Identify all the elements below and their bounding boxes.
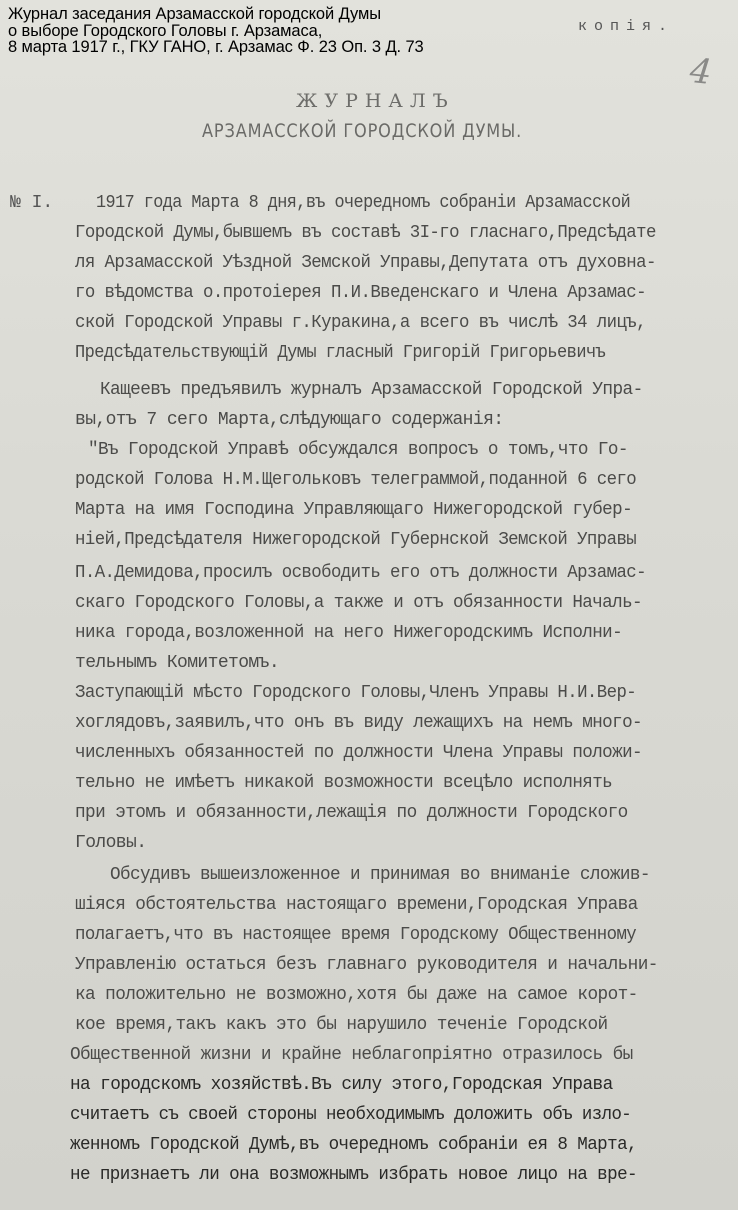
document-title: ЖУРНАЛЪ [296,90,455,112]
caption-line: 8 марта 1917 г., ГКУ ГАНО, г. Арзамас Ф. 23 Оп. 3 Д. 73 [8,38,424,56]
body-line: Кащеевъ предъявилъ журналъ Арзамасской Городской Упра- [100,380,643,400]
body-line: ской Городской Управы г.Куракина,а всего въ числѣ 34 лицъ, [75,313,646,333]
body-line: шіяся обстоятельства настоящаго времени,Городская Управа [75,895,638,915]
folio-number: 4 [687,50,714,94]
body-line: тельно не имѣетъ никакой возможности всецѣло исполнять [75,773,613,793]
body-line: 1917 года Марта 8 дня,въ очередномъ собраніи Арзамасской [96,193,631,213]
body-line: Заступающій мѣсто Городского Головы,Членъ Управы Н.И.Вер- [75,683,637,703]
body-line: Общественной жизни и крайне неблагопріятно отразилось бы [70,1045,633,1065]
caption-line: о выборе Городского Головы г. Арзамаса, [8,21,323,40]
body-line: ника города,возложенной на него Нижегородскимъ Исполни- [75,623,623,643]
body-line: скаго Городского Головы,а также и отъ обязанности Началь- [75,593,642,613]
body-line: считаетъ съ своей стороны необходимымъ доложить объ изло- [70,1105,632,1125]
body-line: при этомъ и обязанности,лежащія по должности Городского [75,803,628,823]
document-subtitle: АРЗАМАССКОЙ ГОРОДСКОЙ ДУМЫ. [202,120,523,142]
body-line: женномъ Городской Думѣ,въ очередномъ собраніи ея 8 Марта, [70,1135,637,1155]
body-line: на городскомъ хозяйствѣ.Въ силу этого,Городская Управа [70,1075,613,1095]
body-line: вы,отъ 7 сего Марта,слѣдующаго содержанія: [75,410,504,430]
body-line: родской Голова Н.М.Щегольковъ телеграммой,поданной 6 сего [75,470,637,490]
body-line: численныхъ обязанностей по должности Члена Управы положи- [75,743,642,763]
caption-line: Журнал заседания Арзамасской городской Думы [8,5,381,23]
body-line: Обсудивъ вышеизложенное и принимая во вниманіе сложив- [110,865,650,885]
body-line: хоглядовъ,заявилъ,что онъ въ виду лежащихъ на немъ много- [75,713,642,733]
body-line: П.А.Демидова,просилъ освободить его отъ должности Арзамас- [75,563,646,583]
body-line: полагаетъ,что въ настоящее время Городскому Общественному [75,925,637,945]
body-line: ка положительно не возможно,хотя бы даже на самое корот- [75,985,638,1005]
body-line: ніей,Предсѣдателя Нижегородской Губернской Земской Управы [75,530,637,550]
body-line: Марта на имя Господина Управляющаго Нижегородской губер- [75,500,633,520]
body-line: "Въ Городской Управѣ обсуждался вопросъ о томъ,что Го- [88,440,628,460]
body-line: ля Арзамасской Уѣздной Земской Управы,Депутата отъ духовна- [75,253,656,273]
copy-mark: копія. [578,18,675,35]
body-line: го вѣдомства о.протоіерея П.И.Введенскаго и Члена Арзамас- [75,283,646,303]
body-line: не признаетъ ли она возможнымъ избрать новое лицо на вре- [70,1165,637,1185]
body-line: Головы. [75,833,147,853]
body-line: кое время,такъ какъ это бы нарушило теченіе Городской [75,1015,608,1035]
body-line: Городской Думы,бывшемъ въ составѣ 3I-го гласнаго,Предсѣдате [75,223,656,243]
entry-number: № I. [10,193,54,213]
body-line: Предсѣдательствующій Думы гласный Григорій Григорьевичъ [75,343,606,363]
body-line: Управленію остаться безъ главнаго руководителя и начальни- [75,955,658,975]
body-line: тельнымъ Комитетомъ. [75,653,280,673]
archive-caption [8,6,424,56]
